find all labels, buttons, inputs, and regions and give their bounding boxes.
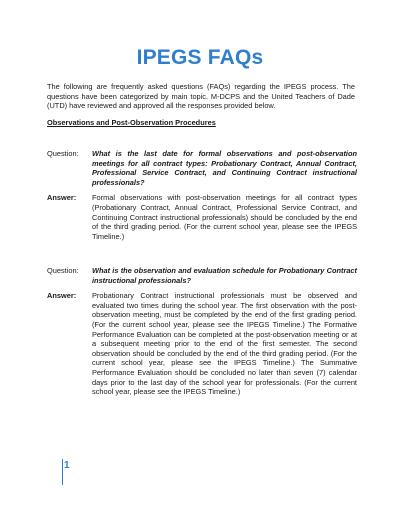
footer-divider [62,459,63,485]
section-heading: Observations and Post-Observation Procedures [47,118,216,127]
question-label: Question: [47,149,79,158]
question-text: What is the observation and evaluation schedule for Probationary Contract instructional professionals? [92,266,357,285]
faq-item [47,149,357,241]
intro-paragraph: The following are frequently asked questions (FAQs) regarding the IPEGS process. The questions have been categorized by main topic. M-DCPS and the United Teachers of Dade (UTD) have reviewed and approved all the responses provided below. [47,82,355,111]
question-label: Question: [47,266,79,275]
answer-label: Answer: [47,291,77,301]
page-title: IPEGS FAQs [136,46,264,69]
page-number: 1 [64,460,70,471]
answer-text: Formal observations with post-observation meetings for all contract types (Probationary Contract, Annual Contract, Professional Service Contract, and Continuing Contract instructional professionals) should be concluded by the end of the third grading period. (For the current school year, please see the IPEGS Timeline.) [92,193,357,241]
question-text: What is the last date for formal observations and post-observation meetings for all contract types: Probationary Contract, Annual Contract, Professional Service Contract, and Continuing Contract instructional professionals? [92,149,357,187]
faq-item [47,266,357,397]
answer-text: Probationary Contract instructional professionals must be observed and evaluated two times during the school year. The first observation with the post-observation meeting, must be completed by the end of the first grading period. (For the current school year, please see the IPEGS Timeline.) The Formative Performance Evaluation can be completed at the post-observation meeting or at a subsequent meeting prior to the end of the first semester. The second observation should be concluded by the end of the third grading period. (For the current school year, please see the IPEGS Timeline.) The Summative Performance Evaluation should be concluded no later than seven (7) calendar days prior to the last day of the school year for professionals. (For the current school year, please see the IPEGS Timeline.) [92,291,357,397]
answer-label: Answer: [47,193,77,203]
